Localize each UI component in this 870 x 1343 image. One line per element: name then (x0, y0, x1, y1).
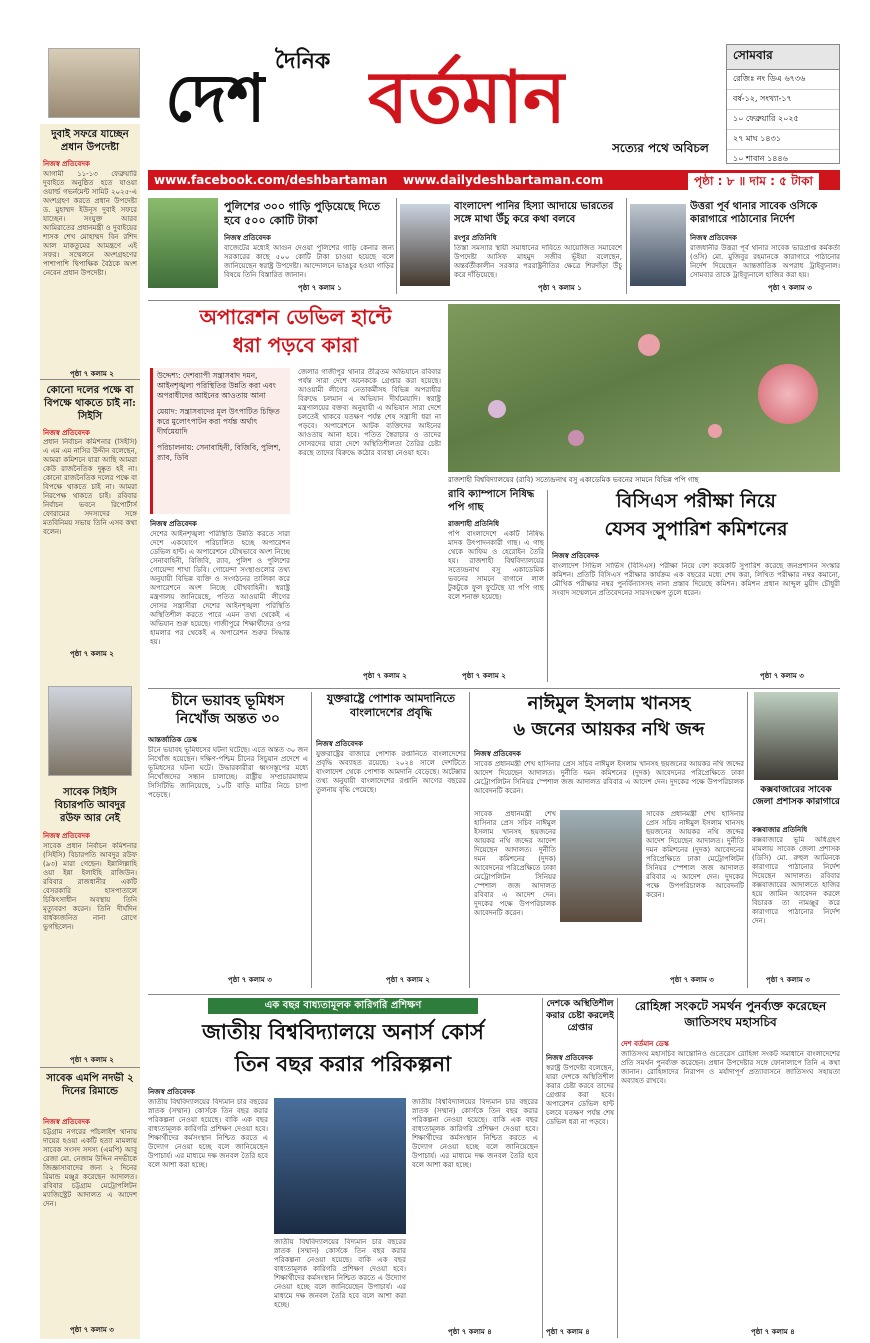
bcs-cont[interactable]: পৃষ্ঠা ৭ কলাম ৩ (760, 672, 804, 680)
china-body: চীনে ভয়াবহ ভূমিধসের ঘটনা ঘটেছে। এতে অন্তত ৩০ জন নিখোঁজ হয়েছেন। দক্ষিণ-পশ্চিম চীনের সিচুয়ান প্রদেশে এ ভূমিধসের ঘটনা ঘটে। উদ্ধারকারীরা ধ্বংসস্তূপের মধ্যে নিখোঁজদের সন্ধান চালাচ্ছে। রাষ্ট্রীয় সম্প্রচারমাধ্যম সিসিটিভি জানিয়েছে, ১০টি বাড়ি মাটির নিচে চাপা পড়েছে। (148, 746, 308, 799)
rohingya-story (621, 998, 840, 1340)
divider (617, 998, 618, 1338)
naimul-title-line1: নাঈমুল ইসলাম খানসহ (527, 693, 691, 714)
warn-title: দেশকে অস্থিতিশীল করার চেষ্টা করলেই গ্রেপ্তার (546, 999, 614, 1033)
lead-story (148, 304, 443, 684)
usa-story (316, 692, 466, 992)
left-story3-cont[interactable]: পৃষ্ঠা ৭ কলাম ২ (70, 1056, 114, 1064)
poppy-flower (568, 430, 584, 446)
lead-body-left: দেশের আইনশৃঙ্খলা পরিস্থিতি উন্নতি করতে সারা দেশে একযোগে পরিচালিত হচ্ছে অপারেশন ডেভিল হান্ট। এ অপারেশনে যৌথভাবে অংশ নিচ্ছে সেনাবাহিনী, বিজিবি, র‌্যাব, পুলিশ ও পুলিশের গোয়েন্দা শাখা ডিবি। গোয়েন্দা সংস্থাগুলোর তথ্য অনুযায়ী বিভিন্ন ব্যক্তি ও সংগঠনের তালিকা করে অপারেশনে অংশ নিচ্ছে যৌথবাহিনী। স্বরাষ্ট্র মন্ত্রণালয় জানিয়েছে, পতিত আওয়ামী লীগের দোসর সন্ত্রাসীরা দেশের আইনশৃঙ্খলা পরিস্থিতি অস্থিতিশীল করতে পারে এমন তথ্য থেকেই এ অভিযান শুরু হয়েছে। গাজীপুরে শিক্ষার্থীদের ওপর হামলার পর থেকেই এ অপারেশন শুরুর সিদ্ধান্ত হয়। (150, 530, 290, 646)
divider (469, 692, 470, 988)
date-hijri: ১০ শাবান ১৪৪৬ (733, 154, 788, 163)
lead-title-line1: অপারেশন ডেভিল হান্টে (199, 305, 392, 329)
water-story-body: তিস্তা সমস্যার স্থায়ী সমাধানের দাবিতে আয়োজিত সমাবেশে উপদেষ্টা আসিফ মাহমুদ সজীব ভূঁইয়া বলেছেন, অন্তর্বর্তীকালীন সরকার পররাষ্ট্রনীতির ক্ষেত্রে শিরদাঁড়া উঁচু করে দাঁড়িয়েছে। (454, 244, 622, 279)
china-title: চীনে ভয়াবহ ভূমিধস নিখোঁজ অন্তত ৩০ (171, 693, 285, 727)
water-story-photo (400, 204, 450, 286)
cox-body: কক্সবাজারে ভূমি অধিগ্রহণ মামলায় সাবেক জেলা প্রশাসক (ডিসি) মো. রুহুল আমিনকে কারাগারে পাঠানোর নির্দেশ দিয়েছেন আদালত। রবিবার কক্সবাজারের আদালতে হাজির হয়ে জামিন আবেদন করলে বিচারক তা নামঞ্জুর করে কারাগারে পাঠানোর নির্দেশ দেন। (752, 836, 840, 925)
divider (148, 994, 840, 995)
bcs-byline: নিজস্ব প্রতিবেদক (552, 552, 599, 560)
usa-byline: নিজস্ব প্রতিবেদক (316, 740, 363, 748)
uttara-story-photo (630, 204, 686, 286)
poppy-flower (488, 400, 506, 418)
left-story4-title: সাবেক এমপি নদভী ২ দিনের রিমান্ডে (46, 1073, 134, 1097)
water-story-byline: রংপুর প্রতিনিধি (454, 234, 497, 242)
left-story1-byline: নিজস্ব প্রতিবেদক (43, 160, 90, 168)
lead-byline: নিজস্ব প্রতিবেদক (150, 520, 197, 528)
lead-title-line2: ধরা পড়বে কারা (232, 333, 359, 357)
nu-body-under: জাতীয় বিশ্ববিদ্যালয়ের বিদ্যমান চার বছরের স্নাতক (সম্মান) কোর্সকে তিন বছর করার পরিকল্পনা নেওয়া হয়েছে। বাকি এক বছর বাধ্যতামূলক কারিগরি প্রশিক্ষণ দেওয়া হবে। শিক্ষার্থীদের কর্মসংস্থান নিশ্চিত করতে এ উদ্যোগ নেওয়া হচ্ছে বলে জানিয়েছেন উপাচার্য। এর মাধ্যমে দক্ষ জনবল তৈরি হবে বলে আশা করা হচ্ছে। (274, 1238, 406, 1309)
left-photo-yunus (48, 48, 140, 118)
divider (547, 490, 548, 682)
china-story (148, 692, 308, 992)
left-story3-byline: নিজস্ব প্রতিবেদক (43, 832, 90, 840)
lead-cont[interactable]: পৃষ্ঠা ৭ কলাম ২ (363, 672, 407, 680)
poppy-flower (758, 364, 818, 424)
uttara-story-title: উত্তরা পূর্ব থানার সাবেক ওসিকে কারাগারে পাঠানোর নির্দেশ (690, 201, 818, 225)
water-story-title: বাংলাদেশ পানির হিস্যা আদায়ে ভারতের সঙ্গে মাথা উঁচু করে কথা বলবে (454, 201, 614, 225)
police-story-title: পুলিশের ৩০০ গাড়ি পুড়িয়েছে দিতে হবে ৫০০ কোটি টাকা (224, 200, 381, 227)
china-cont[interactable]: পৃষ্ঠা ৭ কলাম ৩ (228, 976, 272, 984)
lead-bullet-2: মেয়াদ: সন্ত্রাসবাদের মূল উৎপাটিত চিহ্নিত করে মুলোৎপাটন করা পর্যন্ত অর্থাৎ দীর্ঘমেয়াদি (157, 407, 280, 436)
uttara-story-body: রাজধানীর উত্তরা পূর্ব থানার সাবেক ভারপ্রাপ্ত কর্মকর্তা (ওসি) মো. মুজিবুর রহমানকে কারাগারে পাঠানোর নির্দেশ দিয়েছেন আন্তর্জাতিক অপরাধ ট্রাইব্যুনাল। সোমবার তাকে ট্রাইব্যুনালে হাজির করা হয়। (690, 244, 840, 279)
uttara-story-cont[interactable]: পৃষ্ঠা ৭ কলাম ৩ (768, 284, 812, 292)
divider (148, 300, 840, 301)
bcs-title-line1: বিসিএস পরীক্ষা নিয়ে (616, 490, 776, 512)
cox-photo (754, 692, 838, 780)
china-byline: আন্তর্জাতিক ডেস্ক (148, 736, 197, 744)
naimul-cont[interactable]: পৃষ্ঠা ৭ কলাম ৩ (670, 976, 714, 984)
police-story-body: বাজেটের মধ্যেই আগুন দেওয়া পুলিশের গাড়ি কেনার জন্য সরকারের কাছে ৫০০ কোটি টাকা চাওয়া হয়েছে বলে জানিয়েছেন স্বরাষ্ট্র উপদেষ্টা। আন্দোলনে ভাঙচুর হওয়া গাড়ির বিষয়ে তিনি বিস্তারিত জানান। (224, 244, 394, 279)
nu-cont[interactable]: পৃষ্ঠা ৭ কলাম ৪ (448, 1328, 492, 1336)
left-story2-cont[interactable]: পৃষ্ঠা ৭ কলাম ২ (70, 650, 114, 658)
page-price: পৃষ্ঠা : ৮ ॥ দাম : ৫ টাকা (688, 173, 819, 190)
masthead-name-part2: বর্তমান (368, 54, 566, 139)
poppy-photo (448, 304, 840, 472)
cox-byline: কক্সবাজার প্রতিনিধি (752, 826, 808, 834)
cox-cont[interactable]: পৃষ্ঠা ৭ কলাম ৩ (766, 976, 810, 984)
warn-story (546, 998, 614, 1340)
left-photo-rouf (48, 686, 132, 776)
naimul-title-line2: ৬ জনের আয়কর নথি জব্দ (513, 719, 705, 740)
left-story1-body: আগামী ১১-১৩ ফেব্রুয়ারি দুবাইতে অনুষ্ঠিত হতে যাওয়া ওয়ার্ল্ড গভর্নমেন্ট সামিট ২০২৫-এ অংশগ্রহণ করতে প্রধান উপদেষ্টা ড. মুহাম্মদ ইউনূস দুবাই সফরে যাচ্ছেন। সংযুক্ত আরব আমিরাতের প্রধানমন্ত্রী ও দুবাইয়ের শাসক শেখ মোহাম্মদ বিন রশিদ আল মাকতুমের আমন্ত্রণে এই সফর। সম্মেলনে অংশগ্রহণের পাশাপাশি দ্বিপাক্ষিক বৈঠকে অংশ নেবেন প্রধান উপদেষ্টা। (43, 170, 137, 277)
bcs-title-line2: যেসব সুপারিশ কমিশনের (604, 518, 788, 540)
bcs-story (552, 488, 840, 684)
nu-title-line1: জাতীয় বিশ্ববিদ্যালয়ে অনার্স কোর্স (202, 1019, 484, 1044)
naimul-body-right: সাবেক প্রধানমন্ত্রী শেখ হাসিনার প্রেস সচিব নাঈমুল ইসলাম খানসহ ছয়জনের আয়কর নথি জব্দের আদেশ দিয়েছেন আদালত। দুর্নীতি দমন কমিশনের (দুদক) আবেদনের পরিপ্রেক্ষিতে ঢাকা মেট্রোপলিটন সিনিয়র স্পেশাল জজ আদালত রবিবার এ আদেশ দেন। দুদকের পক্ষে উপপরিচালক আবেদনটি করেন। (646, 810, 744, 899)
nu-story (148, 998, 538, 1340)
naimul-story (474, 692, 744, 992)
usa-body: যুক্তরাষ্ট্রের বাজারে পোশাক রপ্তানিতে বাংলাদেশের প্রবৃদ্ধি অব্যাহত রয়েছে। ২০২৪ সালে দেশটিতে বাংলাদেশ থেকে পোশাক আমদানি বেড়েছে। অটেক্সার তথ্য অনুযায়ী বাংলাদেশের রপ্তানি আগের বছরের তুলনায় বৃদ্ধি পেয়েছে। (316, 750, 466, 794)
bcs-body: বাংলাদেশ সিভিল সার্ভিস (বিসিএস) পরীক্ষা নিয়ে বেশ কয়েকটি সুপারিশ করেছে জনপ্রশাসন সংস্কার কমিশন। প্রতিটি বিসিএস পরীক্ষার কার্যক্রম এক বছরের মধ্যে শেষ করা, লিখিত পরীক্ষার নম্বর কমানো, মৌখিক পরীক্ষার নম্বর পুনর্বিন্যাসসহ নানা প্রস্তাব দিয়েছে কমিশন। কমিশন প্রধান আব্দুল মুয়ীদ চৌধুরী সংবাদ সম্মেলনে প্রতিবেদনের সারসংক্ষেপ তুলে ধরেন। (552, 562, 840, 597)
masthead-name-part1: দেশ (165, 59, 266, 137)
date-day: সোমবার (727, 45, 839, 70)
lead-bullet-box (150, 368, 290, 514)
divider (40, 379, 140, 380)
left-story3-body: সাবেক প্রধান নির্বাচন কমিশনার (সিইসি) বিচারপতি আবদুর রউফ (৯৩) মারা গেছেন। ইন্নালিল্লাহি ওয়া ইন্না ইলাইহি রাজিউন। রবিবার রাজধানীর একটি বেসরকারি হাসপাতালে চিকিৎসাধীন অবস্থায় তিনি মৃত্যুবরণ করেন। তিনি দীর্ঘদিন বার্ধক্যজনিত নানা রোগে ভুগছিলেন। (43, 842, 137, 931)
left-story3-title: সাবেক সিইসি বিচারপতি আবদুর রউফ আর নেই (54, 787, 126, 824)
top-row (148, 198, 840, 298)
usa-title: যুক্তরাষ্ট্রে পোশাক আমদানিতে বাংলাদেশের প্রবৃদ্ধি (326, 692, 456, 719)
left-story1-title: দুবাই সফরে যাচ্ছেন প্রধান উপদেষ্টা (51, 129, 129, 153)
naimul-photo (560, 810, 642, 922)
poppy-flower (638, 334, 660, 356)
date-reg: রেজিঃ নং ডিএ ৬৭৩৬ (727, 70, 839, 90)
nu-title-line2: তিন বছর করার পরিকল্পনা (234, 1051, 452, 1076)
date-bn: ২৭ মাঘ ১৪৩১ (727, 130, 839, 150)
poppy-caption: রাজশাহী বিশ্ববিদ্যালয়ের (রাবি) সত্যেন্দ্রনাথ বসু একাডেমিক ভবনের সামনে বিভিন্ন পপি গাছ (448, 476, 699, 484)
divider (40, 1067, 140, 1068)
poppy-cont[interactable]: পৃষ্ঠা ৭ কলাম ২ (462, 672, 506, 680)
naimul-byline: নিজস্ব প্রতিবেদক (474, 750, 521, 758)
date-en: ১০ ফেব্রুয়ারি ২০২৫ (727, 110, 839, 130)
left-story2-body: প্রধান নির্বাচন কমিশনার (সিইসি) এ এম এম নাসির উদ্দীন বলেছেন, আমরা কমিশনে যারা আছি আমরা কেউ রাজনৈতিক দুষ্কৃত হই না। কোনো রাজনৈতিক দলের পক্ষে বা বিপক্ষে থাকতে চাই না। আমরা নিরপেক্ষ থাকতে চাই। রবিবার নির্বাচন ভবনে রিপোর্টার্স ফোরামের সদস্যদের সঙ্গে মতবিনিময় সভায় তিনি এসব কথা বলেন। (43, 438, 137, 536)
left-story2-byline: নিজস্ব প্রতিবেদক (43, 429, 90, 437)
warn-cont[interactable]: পৃষ্ঠা ৭ কলাম ৪ (546, 1328, 590, 1336)
facebook-link[interactable]: www.facebook.com/deshbartaman (154, 173, 388, 187)
nu-body: জাতীয় বিশ্ববিদ্যালয়ের বিদ্যমান চার বছরের স্নাতক (সম্মান) কোর্সকে তিন বছর করার পরিকল্পনা নেওয়া হয়েছে। বাকি এক বছর বাধ্যতামূলক কারিগরি প্রশিক্ষণ দেওয়া হবে। শিক্ষার্থীদের কর্মসংস্থান নিশ্চিত করতে এ উদ্যোগ নেওয়া হচ্ছে বলে জানিয়েছেন উপাচার্য। এর মাধ্যমে দক্ষ জনবল তৈরি হবে বলে আশা করা হচ্ছে। (148, 1098, 268, 1169)
police-story-photo (148, 198, 218, 288)
naimul-body: সাবেক প্রধানমন্ত্রী শেখ হাসিনার প্রেস সচিব নাঈমুল ইসলাম খানসহ ছয়জনের আয়কর নথি জব্দের আদেশ দিয়েছেন আদালত। দুর্নীতি দমন কমিশনের (দুদক) আবেদনের পরিপ্রেক্ষিতে ঢাকা মেট্রোপলিটন সিনিয়র স্পেশাল জজ আদালত রবিবার এ আদেশ দেন। দুদকের পক্ষে উপপরিচালক আবেদনটি করেন। (474, 760, 744, 795)
uttara-story-byline: নিজস্ব প্রতিবেদক (690, 234, 737, 242)
left-story4-body: চট্টগ্রাম নগরের পাঁচলাইশ থানায় দায়ের হওয়া একটি হত্যা মামলায় সাবেক সংসদ সদস্য (এমপি) আবু রেজা মো. নেজাম উদ্দিন নদভীকে জিজ্ঞাসাবাদের জন্য ২ দিনের রিমান্ড মঞ্জুর করেছেন আদালত। রবিবার চট্টগ্রাম মেট্রোপলিটন ম্যাজিস্ট্রেট আদালত এ আদেশ দেন। (43, 1128, 137, 1208)
nu-body-right: জাতীয় বিশ্ববিদ্যালয়ের বিদ্যমান চার বছরের স্নাতক (সম্মান) কোর্সকে তিন বছর করার পরিকল্পনা নেওয়া হয়েছে। বাকি এক বছর বাধ্যতামূলক কারিগরি প্রশিক্ষণ দেওয়া হবে। শিক্ষার্থীদের কর্মসংস্থান নিশ্চিত করতে এ উদ্যোগ নেওয়া হচ্ছে বলে জানিয়েছেন উপাচার্য। এর মাধ্যমে দক্ষ জনবল তৈরি হবে বলে আশা করা হচ্ছে। (412, 1098, 538, 1169)
website-link[interactable]: www.dailydeshbartaman.com (403, 173, 604, 187)
divider (148, 688, 840, 689)
cox-title: কক্সবাজারের সাবেক জেলা প্রশাসক কারাগারে (752, 785, 840, 807)
poppy-byline: রাজশাহী প্রতিনিধি (448, 520, 500, 528)
left-story4-byline: নিজস্ব প্রতিবেদক (43, 1118, 90, 1126)
left-story1-cont[interactable]: পৃষ্ঠা ৭ কলাম ২ (70, 370, 114, 378)
date-volume: বর্ষ-১২, সংখ্যা-১৭ (727, 90, 839, 110)
left-story2-title: কোনো দলের পক্ষে বা বিপক্ষে থাকতে চাই না: সিইসি (44, 385, 136, 422)
warn-byline: নিজস্ব প্রতিবেদক (546, 1054, 593, 1062)
divider (311, 692, 312, 988)
masthead-tagline: সত্যের পথে অবিচল (612, 141, 709, 155)
poppy-story (448, 488, 544, 684)
water-story-cont[interactable]: পৃষ্ঠা ৭ কলাম ১ (538, 284, 582, 292)
lead-bullet-3: পরিচালনায়: সেনাবাহিনী, বিজিবি, পুলিশ, র‌্যাব, ডিবি (157, 443, 281, 462)
nu-photo (274, 1098, 406, 1234)
left-column (40, 124, 140, 1339)
rohingya-body: জাতিসংঘ মহাসচিব আন্তোনিও গুতেরেস রোহিঙ্গা সংকট সমাধানে বাংলাদেশের প্রতি সমর্থন পুনর্ব্যক্ত করেছেন। প্রধান উপদেষ্টার সঙ্গে ফোনালাপে তিনি এ কথা জানান। রোহিঙ্গাদের নিরাপদ ও মর্যাদাপূর্ণ প্রত্যাবাসনে জাতিসংঘ সহায়তা অব্যাহত রাখবে। (621, 1050, 840, 1085)
usa-cont[interactable]: পৃষ্ঠা ৭ কলাম ২ (386, 976, 430, 984)
warn-body: স্বরাষ্ট্র উপদেষ্টা বলেছেন, যারা দেশকে অস্থিতিশীল করার চেষ্টা করবে তাদের গ্রেপ্তার করা হবে। অপারেশন ডেভিল হান্ট চলবে যতক্ষণ পর্যন্ত শেষ ডেভিল ধরা না পড়বে। (546, 1064, 614, 1126)
divider (747, 692, 748, 988)
divider (626, 198, 627, 294)
naimul-body-left: সাবেক প্রধানমন্ত্রী শেখ হাসিনার প্রেস সচিব নাঈমুল ইসলাম খানসহ ছয়জনের আয়কর নথি জব্দের আদেশ দিয়েছেন আদালত। দুর্নীতি দমন কমিশনের (দুদক) আবেদনের পরিপ্রেক্ষিতে ঢাকা মেট্রোপলিটন সিনিয়র স্পেশাল জজ আদালত রবিবার এ আদেশ দেন। দুদকের পক্ষে উপপরিচালক আবেদনটি করেন। (474, 810, 556, 917)
left-story4-cont[interactable]: পৃষ্ঠা ৭ কলাম ৩ (70, 1326, 114, 1334)
divider (542, 998, 543, 1338)
cox-story (752, 692, 840, 992)
nu-byline: নিজস্ব প্রতিবেদক (148, 1088, 195, 1096)
rohingya-title: রোহিঙ্গা সংকটে সমর্থন পুনর্ব্যক্ত করেছেন জাতিসংঘ মহাসচিব (634, 999, 827, 1029)
lead-bullet-1: উদ্দেশ্য: দেশব্যাপী সন্ত্রাসবাদ দমন, আইনশৃঙ্খলা পরিস্থিতির উন্নতি করা এবং অপরাধীদের আইনের আওতায় আনা (157, 371, 276, 400)
police-story-cont[interactable]: পৃষ্ঠা ৭ কলাম ১ (298, 284, 342, 292)
poppy-title: রাবি ক্যাম্পাসে নিষিদ্ধ পপি গাছ (448, 489, 535, 513)
masthead-prefix: দৈনিক (275, 48, 331, 74)
lead-body-right: জেলার গাজীপুর থানার তীব্রতম অভিযানে রবিবার পর্যন্ত সারা দেশে অনেককে গ্রেপ্তার করা হয়েছে। আওয়ামী লীগের নেতাকর্মীসহ বিভিন্ন অপরাধীর বিরুদ্ধে চলমান এ অভিযান দীর্ঘমেয়াদি। স্বরাষ্ট্র মন্ত্রণালয়ের বক্তব্য অনুযায়ী এ অভিযান সারা দেশে চলতেই থাকবে যতক্ষণ পর্যন্ত শেষ সন্ত্রাসী ধরা না পড়বে। অপারেশনে আটক ব্যক্তিদের আইনের আওতায় আনা হবে। পতিত স্বৈরাচার ও তাদের দোসরদের যারা দেশে অস্থিতিশীলতা তৈরির চেষ্টা করছে তাদের বিরুদ্ধে কঠোর ব্যবস্থা নেওয়া হবে। (298, 368, 441, 457)
nu-kicker: এক বছর বাধ্যতামূলক কারিগরি প্রশিক্ষণ (208, 998, 478, 1014)
poppy-body: পপি বাংলাদেশে একটি নিষিদ্ধ মাদক উৎপাদনকারী গাছ। এ গাছ থেকে আফিম ও হেরোইন তৈরি হয়। রাজশাহী বিশ্ববিদ্যালয়ের সত্যেন্দ্রনাথ বসু একাডেমিক ভবনের সামনে বাগানে লাল টুকটুকে ফুল ফুটেছে যা পপি গাছ বলে শনাক্ত হয়েছে। (448, 530, 544, 601)
poppy-flower (708, 424, 722, 438)
rohingya-byline: দেশ বর্তমান ডেস্ক (621, 1040, 669, 1048)
police-story-byline: নিজস্ব প্রতিবেদক (224, 234, 271, 242)
date-box (726, 44, 840, 164)
web-strip (148, 170, 840, 190)
rohingya-cont[interactable]: পৃষ্ঠা ৭ কলাম ৪ (751, 1328, 795, 1336)
divider (396, 198, 397, 294)
